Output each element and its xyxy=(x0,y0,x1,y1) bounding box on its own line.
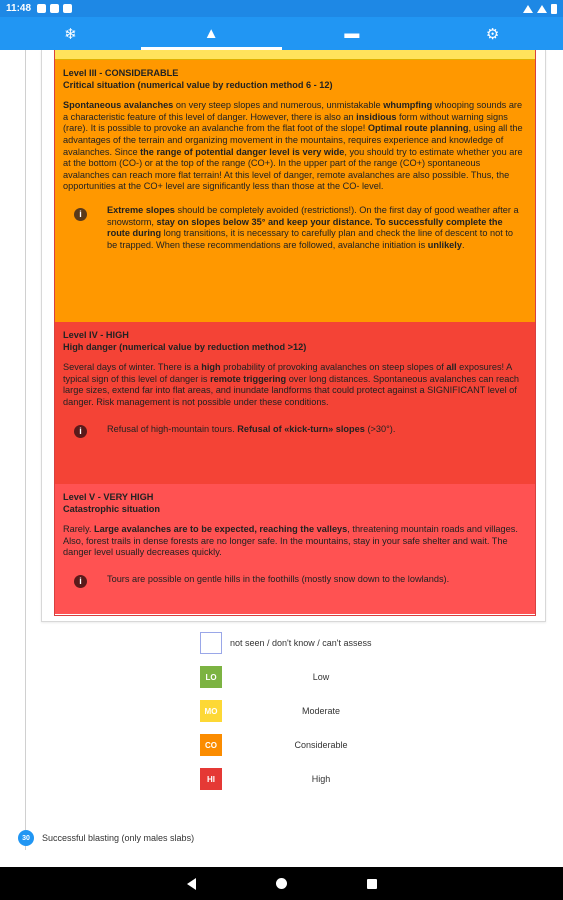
danger-levels-table xyxy=(54,50,536,616)
battery-icon xyxy=(551,4,557,14)
timeline-badge: 30 xyxy=(18,830,34,846)
tab-settings[interactable] xyxy=(422,17,563,50)
info-icon: i xyxy=(74,575,87,588)
level-title: Level V - VERY HIGH xyxy=(63,492,154,502)
info-icon: i xyxy=(74,208,87,221)
snowflake-icon: ❄ xyxy=(64,25,77,43)
legend-label: Considerable xyxy=(294,740,348,750)
legend-label: Low xyxy=(312,672,330,682)
tab-snow[interactable] xyxy=(0,17,141,50)
main-content[interactable] xyxy=(0,50,563,867)
legend-label: not seen / don't know / can't assess xyxy=(230,638,372,648)
legend-item-moderate xyxy=(200,700,420,722)
danger-levels-card xyxy=(41,50,546,622)
info-icon: i xyxy=(74,425,87,438)
level-description: Rarely. Large avalanches are to be expected, reaching the valleys, threatening mountain roads and villages. Also, forest trails in dense forests are no longer safe. In the mountains, stay in your safe shelter and wait. The danger level usually decreases quickly. xyxy=(63,524,518,558)
legend-item-high xyxy=(200,768,420,790)
level-4-section xyxy=(55,322,535,484)
legend-swatch xyxy=(200,632,222,654)
wifi-icon xyxy=(523,5,533,13)
tab-mountain[interactable] xyxy=(141,17,282,50)
level-tip xyxy=(63,424,527,438)
legend-item-low xyxy=(200,666,420,688)
system-nav-bar xyxy=(0,867,563,900)
legend-item-none xyxy=(200,632,420,654)
home-icon[interactable] xyxy=(276,878,287,889)
tip-text: Tours are possible on gentle hills in the foothills (mostly snow down to the lowlands). xyxy=(107,573,450,584)
level-description: Several days of winter. There is a high probability of provoking avalanches on steep slopes of all exposures! A typical sign of this level of danger is remote triggering over long distances. Spontaneous avalanches can reach large sizes, extend far into flat areas, and inundate landforms that could protect against a SIGNIFICANT level of danger. Risk management is not possible under these conditions. xyxy=(63,362,520,407)
gear-icon: ⚙ xyxy=(485,25,500,43)
level-5-section xyxy=(55,484,535,614)
status-time: 11:48 xyxy=(6,3,32,14)
level-subtitle: High danger (numerical value by reduction method >12) xyxy=(63,341,307,352)
level-title: Level IV - HIGH xyxy=(63,330,129,340)
notification-icon-2 xyxy=(50,4,59,13)
chat-icon: ▬ xyxy=(344,25,360,42)
sim-icon xyxy=(63,4,72,13)
level-3-section xyxy=(55,60,535,322)
legend-swatch: MO xyxy=(200,700,222,722)
level-tip xyxy=(63,574,527,588)
timeline-text: Successful blasting (only males slabs) xyxy=(42,833,195,843)
top-tab-bar xyxy=(0,17,563,50)
level-subtitle: Catastrophic situation xyxy=(63,503,160,514)
legend-swatch: HI xyxy=(200,768,222,790)
legend-item-considerable xyxy=(200,734,420,756)
legend-label: Moderate xyxy=(301,706,341,716)
tip-text: Refusal of high-mountain tours. Refusal of «kick-turn» slopes (>30°). xyxy=(107,423,396,434)
legend-swatch: LO xyxy=(200,666,222,688)
legend-swatch: CO xyxy=(200,734,222,756)
level-description: Spontaneous avalanches on very steep slopes and numerous, unmistakable whumpfing whooping sounds are a characteristic feature of this level of danger. However, there is also an insidious form without warning signs (rare). It is possible to provoke an avalanche from the flat foot of the slope! Optimal route planning, using all the advantages of the terrain and organizing movement in the mountains, requires experience and knowledge of avalanches. Since the range of potential danger level is very wide, you should try to estimate whether you are at the bottom (CO-) or at the top of the range (CO+). In the upper part of the range (CO+) spontaneous avalanches can reach more flat terrain! At this level of danger, remote avalanches are also possible. Thus, the opportunities at the CO+ level are significantly less than those at the CO- level. xyxy=(63,100,523,192)
danger-legend xyxy=(200,632,420,802)
level-2-strip xyxy=(55,50,535,60)
tab-chat[interactable] xyxy=(282,17,423,50)
legend-label: High xyxy=(311,774,331,784)
level-subtitle: Critical situation (numerical value by reduction method 6 - 12) xyxy=(63,79,333,90)
timeline-line xyxy=(25,50,26,850)
level-title: Level III - CONSIDERABLE xyxy=(63,68,179,78)
timeline-item[interactable] xyxy=(18,830,194,846)
level-tip xyxy=(63,205,527,251)
notification-icon xyxy=(37,4,46,13)
mountain-icon: ▲ xyxy=(203,25,219,42)
signal-icon xyxy=(537,5,547,13)
status-bar xyxy=(0,0,563,17)
tip-text: Extreme slopes should be completely avoided (restrictions!). On the first day of good weather after a snowstorm, stay on slopes below 35° and keep your distance. To successfully complete the route during long transitions, it is necessary to carefully plan and check the line of descent to not to be trapped. When these recommendations are followed, avalanche initiation is unlikely. xyxy=(107,204,519,250)
back-icon[interactable] xyxy=(187,878,196,890)
recents-icon[interactable] xyxy=(367,879,377,889)
